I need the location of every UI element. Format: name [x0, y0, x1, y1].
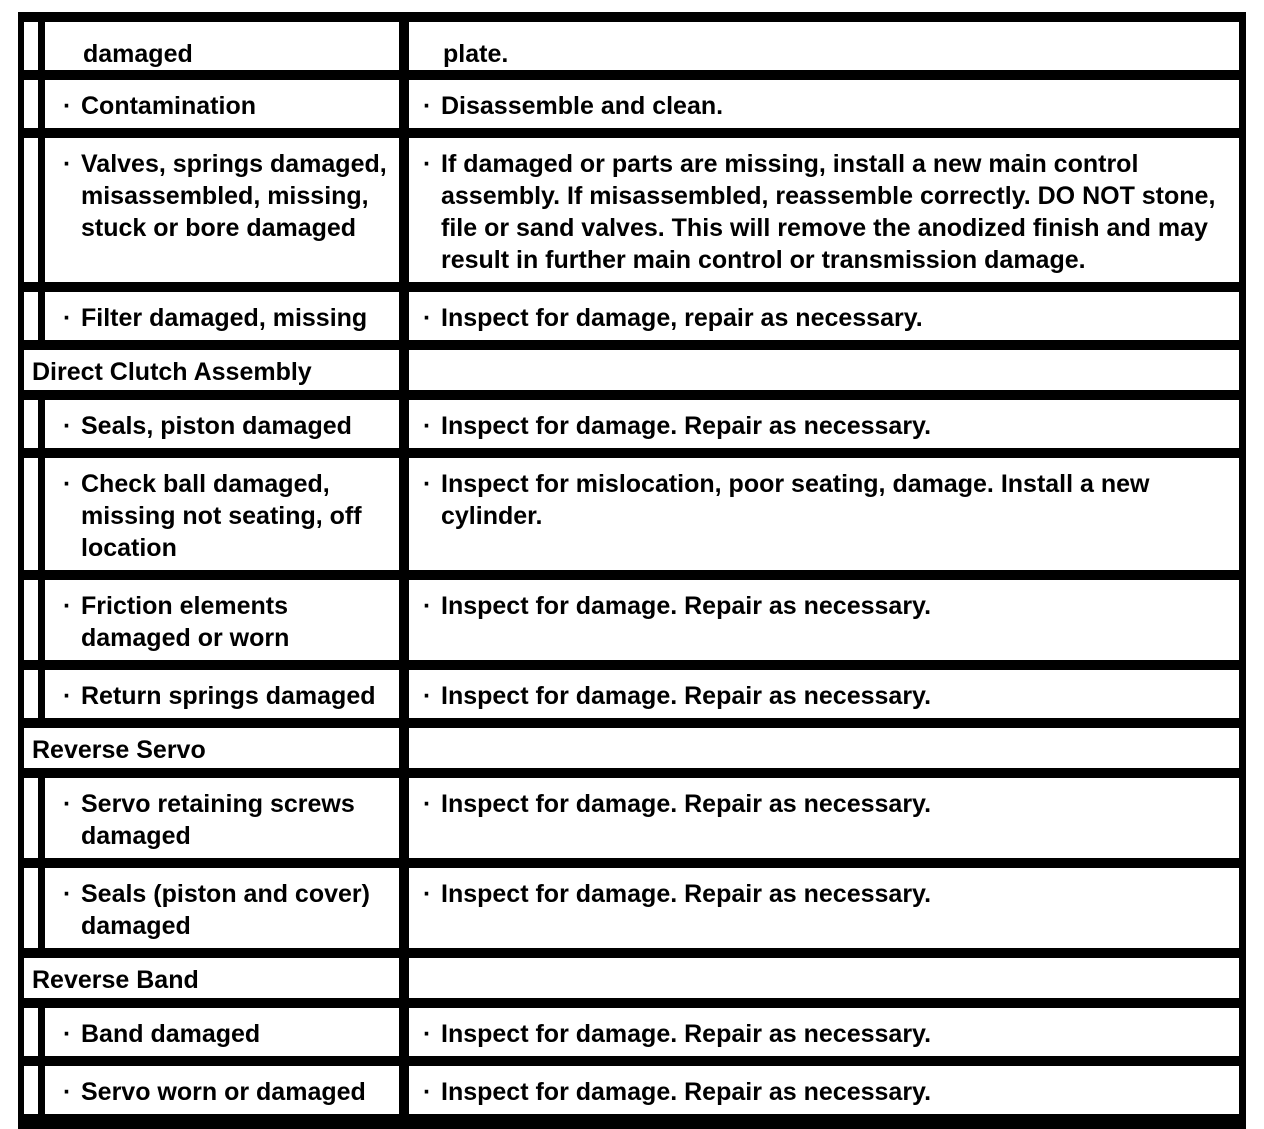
bullet-glyph: ·: [423, 150, 432, 178]
action-text: Inspect for damage. Repair as necessary.: [441, 682, 932, 710]
action-cell: [409, 400, 1239, 448]
symptom: [63, 878, 399, 942]
action-text: Inspect for damage, repair as necessary.: [441, 304, 923, 332]
symptom-text: Filter damaged, missing: [81, 304, 368, 332]
action: [423, 1018, 1233, 1050]
table-row: [24, 868, 1239, 948]
bullet-glyph: ·: [423, 1020, 432, 1048]
section-title: Direct Clutch Assembly: [24, 350, 409, 390]
action: [423, 90, 1233, 122]
symptom-cell: [45, 80, 409, 128]
bullet-glyph: ·: [63, 1078, 72, 1106]
table-row: [24, 138, 1239, 282]
action: [423, 788, 1233, 820]
symptom: [63, 90, 399, 122]
symptom-text: Check ball damaged, missing not seating, off location: [81, 470, 362, 562]
symptom-text: Seals, piston damaged: [81, 412, 352, 440]
action-text: Inspect for damage. Repair as necessary.: [441, 880, 932, 908]
symptom: [63, 302, 399, 334]
bullet-glyph: ·: [63, 682, 72, 710]
symptom: [63, 590, 399, 654]
indent-gutter: [24, 580, 45, 660]
action-cell: [409, 778, 1239, 858]
action-text: If damaged or parts are missing, install a new main control assembly. If misassembled, reassemble correctly. DO NOT stone, file or sand valves. This will remove the anodized finish and may result in further main control or transmission damage.: [441, 150, 1216, 274]
bullet-glyph: ·: [423, 790, 432, 818]
action-text: Inspect for damage. Repair as necessary.: [441, 592, 932, 620]
table-row-continuation: [24, 22, 1239, 70]
symptom: [63, 468, 399, 564]
symptom-text: Seals (piston and cover) damaged: [81, 880, 370, 940]
diagnosis-table-frame: [18, 12, 1246, 1129]
symptom-text: Contamination: [81, 92, 256, 120]
indent-gutter: [24, 868, 45, 948]
section-empty-cell: [409, 958, 1239, 998]
symptom-cell: damaged: [45, 22, 409, 70]
action: [423, 410, 1233, 442]
bullet-glyph: ·: [63, 470, 72, 498]
bullet-glyph: ·: [423, 412, 432, 440]
action-cell: [409, 670, 1239, 718]
action-text: Inspect for damage. Repair as necessary.: [441, 1020, 932, 1048]
action: [423, 878, 1233, 910]
symptom-text: Valves, springs damaged, misassembled, missing, stuck or bore damaged: [81, 150, 387, 242]
symptom-cell: [45, 292, 409, 340]
action-cell: [409, 1008, 1239, 1056]
action: [423, 148, 1233, 276]
symptom-text: Return springs damaged: [81, 682, 376, 710]
symptom: [63, 1076, 399, 1108]
indent-gutter: [24, 1066, 45, 1114]
symptom-text: Band damaged: [81, 1020, 261, 1048]
symptom: [63, 788, 399, 852]
indent-gutter: [24, 458, 45, 570]
action-cell: [409, 292, 1239, 340]
indent-gutter: [24, 1008, 45, 1056]
bullet-glyph: ·: [423, 682, 432, 710]
table-row: [24, 580, 1239, 660]
section-title: Reverse Band: [24, 958, 409, 998]
symptom-cell: [45, 458, 409, 570]
section-title: Reverse Servo: [24, 728, 409, 768]
indent-gutter: [24, 778, 45, 858]
bullet-glyph: ·: [423, 304, 432, 332]
indent-gutter: [24, 670, 45, 718]
action-text: Inspect for damage. Repair as necessary.: [441, 790, 932, 818]
table-row: [24, 292, 1239, 340]
symptom-cell: [45, 1008, 409, 1056]
table-row: [24, 458, 1239, 570]
indent-gutter: [24, 138, 45, 282]
symptom-cell: [45, 400, 409, 448]
bullet-glyph: ·: [423, 92, 432, 120]
action-cell: [409, 80, 1239, 128]
symptom-cell: [45, 1066, 409, 1114]
symptom: [63, 1018, 399, 1050]
section-header-row: [24, 958, 1239, 998]
action-text: Inspect for damage. Repair as necessary.: [441, 412, 932, 440]
table-row: [24, 1066, 1239, 1114]
bullet-glyph: ·: [423, 880, 432, 908]
indent-gutter: [24, 400, 45, 448]
table-row: [24, 1008, 1239, 1056]
bullet-glyph: ·: [63, 150, 72, 178]
bullet-glyph: ·: [63, 412, 72, 440]
symptom: [63, 680, 399, 712]
table-row: [24, 778, 1239, 858]
symptom-text: Servo retaining screws damaged: [81, 790, 355, 850]
bullet-glyph: ·: [63, 880, 72, 908]
bullet-glyph: ·: [423, 470, 432, 498]
indent-gutter: [24, 292, 45, 340]
symptom-cell: [45, 670, 409, 718]
bullet-glyph: ·: [423, 1078, 432, 1106]
bullet-glyph: ·: [63, 592, 72, 620]
action: [423, 1076, 1233, 1108]
symptom-cell: [45, 138, 409, 282]
bullet-glyph: ·: [63, 304, 72, 332]
action: [423, 680, 1233, 712]
action: [423, 302, 1233, 334]
symptom-cell: [45, 778, 409, 858]
bullet-glyph: ·: [63, 92, 72, 120]
table-row: [24, 400, 1239, 448]
bullet-glyph: ·: [63, 790, 72, 818]
symptom-cell: [45, 868, 409, 948]
symptom: [63, 410, 399, 442]
action: [423, 590, 1233, 622]
bullet-glyph: ·: [63, 1020, 72, 1048]
section-empty-cell: [409, 728, 1239, 768]
action-cell: [409, 458, 1239, 570]
action-cell: [409, 868, 1239, 948]
symptom-cell: [45, 580, 409, 660]
symptom-text: Servo worn or damaged: [81, 1078, 366, 1106]
table-row: [24, 670, 1239, 718]
diagnosis-table: [24, 12, 1239, 1124]
table-row: [24, 80, 1239, 128]
indent-gutter: [24, 22, 45, 70]
section-header-row: [24, 350, 1239, 390]
action-text: Inspect for damage. Repair as necessary.: [441, 1078, 932, 1106]
section-empty-cell: [409, 350, 1239, 390]
action: [423, 468, 1233, 532]
action-text: Inspect for mislocation, poor seating, damage. Install a new cylinder.: [441, 470, 1150, 530]
symptom: [63, 148, 399, 244]
indent-gutter: [24, 80, 45, 128]
action-cell: [409, 580, 1239, 660]
bullet-glyph: ·: [423, 592, 432, 620]
action-text: Disassemble and clean.: [441, 92, 724, 120]
symptom-text: Friction elements damaged or worn: [81, 592, 290, 652]
action-cell: plate.: [409, 22, 1239, 70]
action-cell: [409, 1066, 1239, 1114]
section-header-row: [24, 728, 1239, 768]
action-cell: [409, 138, 1239, 282]
